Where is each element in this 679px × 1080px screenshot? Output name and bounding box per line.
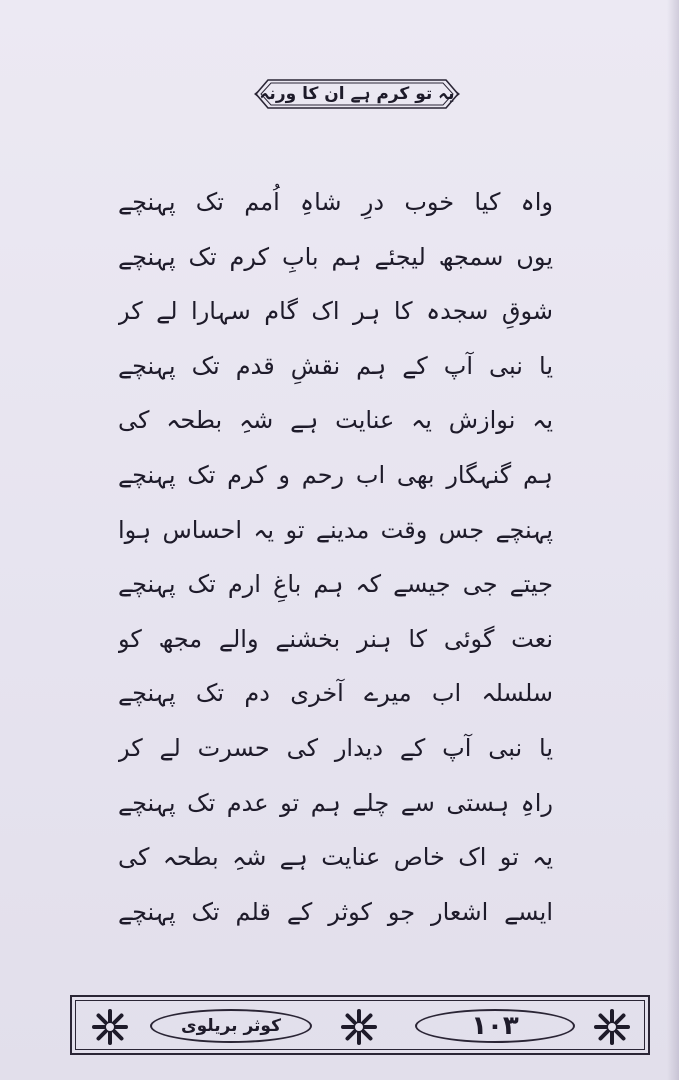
verse-line: سلسلہ اب میرے آخری دم تک پہنچے [118,679,553,708]
verse-line: راہِ ہستی سے چلے ہم تو عدم تک پہنچے [118,788,553,817]
page-footer [70,995,650,1055]
verse-line: یا نبی آپ کے ہم نقشِ قدم تک پہنچے [118,351,553,380]
page-number: ۱۰۳ [415,1009,575,1043]
verse-line: واہ کیا خوب درِ شاہِ اُمم تک پہنچے [118,188,553,216]
verse-line: ایسے اشعار جو کوثر کے قلم تک پہنچے [118,897,553,926]
author-name: کوثر بریلوی [150,1009,312,1043]
header-banner [252,74,462,114]
page-edge-shadow [667,0,679,1080]
verse-line: یا نبی آپ کے دیدار کی حسرت لے کر [118,734,553,763]
verse-line: یہ نوازش یہ عنایت ہے شہِ بطحہ کی [118,406,553,435]
poem-body [118,182,553,932]
page-heading: یہ تو کرم ہے ان کا ورنہ [259,84,455,104]
asterisk-star-icon [592,1007,632,1047]
asterisk-star-icon [339,1007,379,1047]
verse-line: پہنچے جس وقت مدینے تو یہ احساس ہوا [118,515,553,544]
verse-line: ہم گنہگار بھی اب رحم و کرم تک پہنچے [118,461,553,490]
verse-line: شوقِ سجدہ کا ہر اک گام سہارا لے کر [118,297,553,326]
verse-line: نعت گوئی کا ہنر بخشنے والے مجھ کو [118,624,553,653]
verse-line: یوں سمجھ لیجئے ہم بابِ کرم تک پہنچے [118,242,553,271]
verse-line: یہ تو اک خاص عنایت ہے شہِ بطحہ کی [118,843,553,872]
asterisk-star-icon [90,1007,130,1047]
verse-line: جیتے جی جیسے کہ ہم باغِ ارم تک پہنچے [118,570,553,599]
